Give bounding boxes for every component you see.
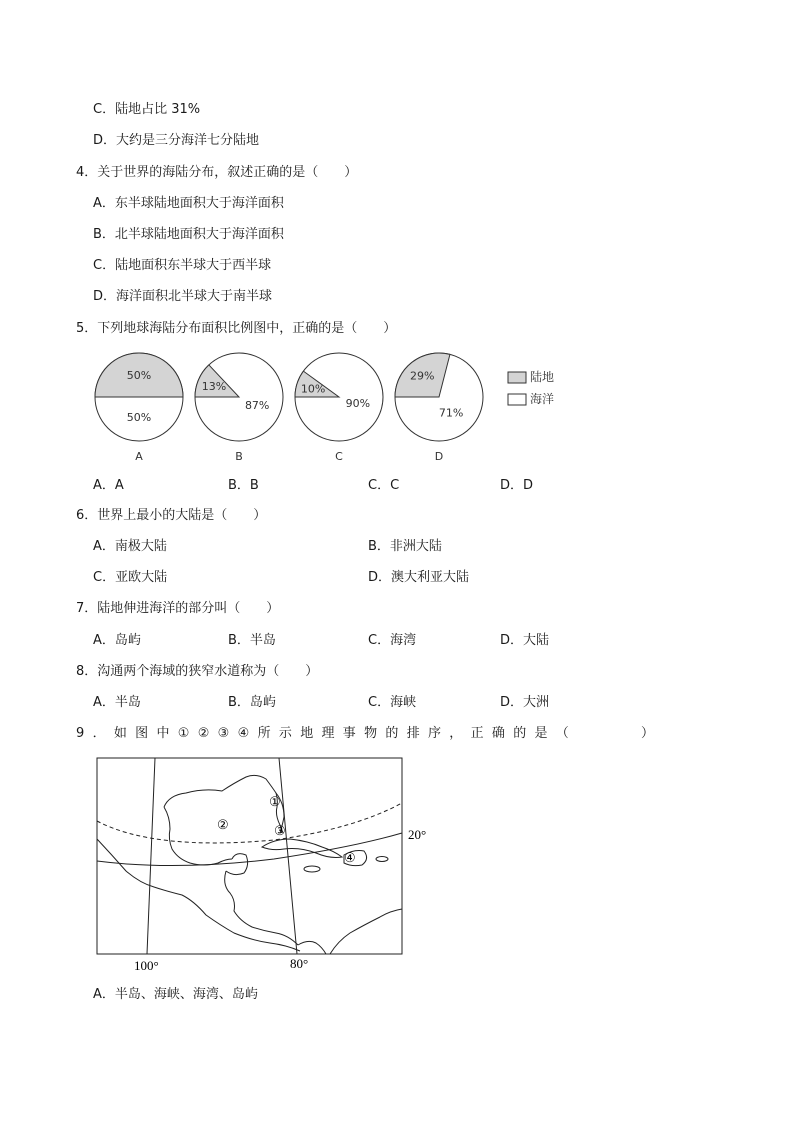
- q5-option-c: C．C: [368, 478, 400, 493]
- pie-A-land-label: 50%: [126, 369, 152, 382]
- q8-option-c: C．海峡: [368, 695, 417, 710]
- q7-stem: 7．陆地伸进海洋的部分叫（ ）: [76, 601, 280, 616]
- pie-charts-figure: [80, 345, 580, 473]
- q6-stem: 6．世界上最小的大陆是（ ）: [76, 508, 267, 523]
- q8-option-b: B．岛屿: [228, 695, 276, 710]
- q3-option-d: D．大约是三分海洋七分陆地: [93, 133, 260, 148]
- legend-swatch-1: [508, 394, 526, 405]
- q5-option-a: A．A: [93, 478, 124, 493]
- q7-option-a: A．岛屿: [93, 633, 141, 648]
- pie-A-ocean-label: 50%: [126, 410, 152, 424]
- map-marker-4: ④: [344, 850, 356, 865]
- pie-A-caption: A: [135, 450, 143, 463]
- q9-option-a: A．半岛、海峡、海湾、岛屿: [93, 987, 258, 1002]
- q6-option-a: A．南极大陆: [93, 539, 167, 554]
- q4-option-c: C．陆地面积东半球大于西半球: [93, 258, 272, 273]
- q8-option-d: D．大洲: [500, 695, 550, 710]
- pie-D-ocean-label: 71%: [438, 406, 464, 420]
- q6-option-d: D．澳大利亚大陆: [368, 570, 470, 585]
- legend-label-1: 海洋: [530, 392, 555, 406]
- lon-label-80: 80°: [290, 956, 309, 971]
- pie-C-ocean-label: 90%: [345, 397, 371, 411]
- pie-D-caption: D: [434, 450, 444, 463]
- map-marker-1: ①: [269, 794, 281, 809]
- q6-option-b: B．非洲大陆: [368, 539, 442, 554]
- q7-option-b: B．半岛: [228, 633, 276, 648]
- q3-option-c: C．陆地占比 31%: [93, 102, 201, 117]
- pie-B-ocean-label: 87%: [244, 398, 270, 412]
- q5-stem: 5．下列地球海陆分布面积比例图中，正确的是（ ）: [76, 321, 397, 336]
- q7-option-c: C．海湾: [368, 633, 417, 648]
- lon-label-100: 100°: [134, 958, 159, 973]
- pie-C-land-label: 10%: [300, 382, 326, 396]
- q8-stem: 8．沟通两个海域的狭窄水道称为（ ）: [76, 664, 319, 679]
- q4-option-b: B．北半球陆地面积大于海洋面积: [93, 227, 284, 242]
- lat-label-20: 20°: [408, 827, 427, 842]
- q6-option-c: C．亚欧大陆: [93, 570, 168, 585]
- pie-B-land-label: 13%: [201, 380, 227, 394]
- pie-B-caption: B: [235, 450, 243, 463]
- q4-option-a: A．东半球陆地面积大于海洋面积: [93, 196, 284, 211]
- pie-C-caption: C: [335, 450, 343, 463]
- q9-stem: 9．如图中①②③④所示地理事物的排序，正确的是（ ）: [76, 726, 663, 741]
- legend-label-0: 陆地: [530, 370, 555, 384]
- q5-option-d: D．D: [500, 478, 534, 493]
- q5-option-b: B．B: [228, 478, 259, 493]
- map-marker-2: ②: [217, 817, 229, 832]
- q8-option-a: A．半岛: [93, 695, 141, 710]
- pie-D-land-label: 29%: [410, 369, 435, 383]
- caribbean-map: [94, 755, 434, 975]
- q7-option-d: D．大陆: [500, 633, 550, 648]
- q4-option-d: D．海洋面积北半球大于南半球: [93, 289, 273, 304]
- map-marker-3: ③: [274, 823, 286, 838]
- q4-stem: 4．关于世界的海陆分布，叙述正确的是（ ）: [76, 165, 358, 180]
- legend-swatch-0: [508, 372, 526, 383]
